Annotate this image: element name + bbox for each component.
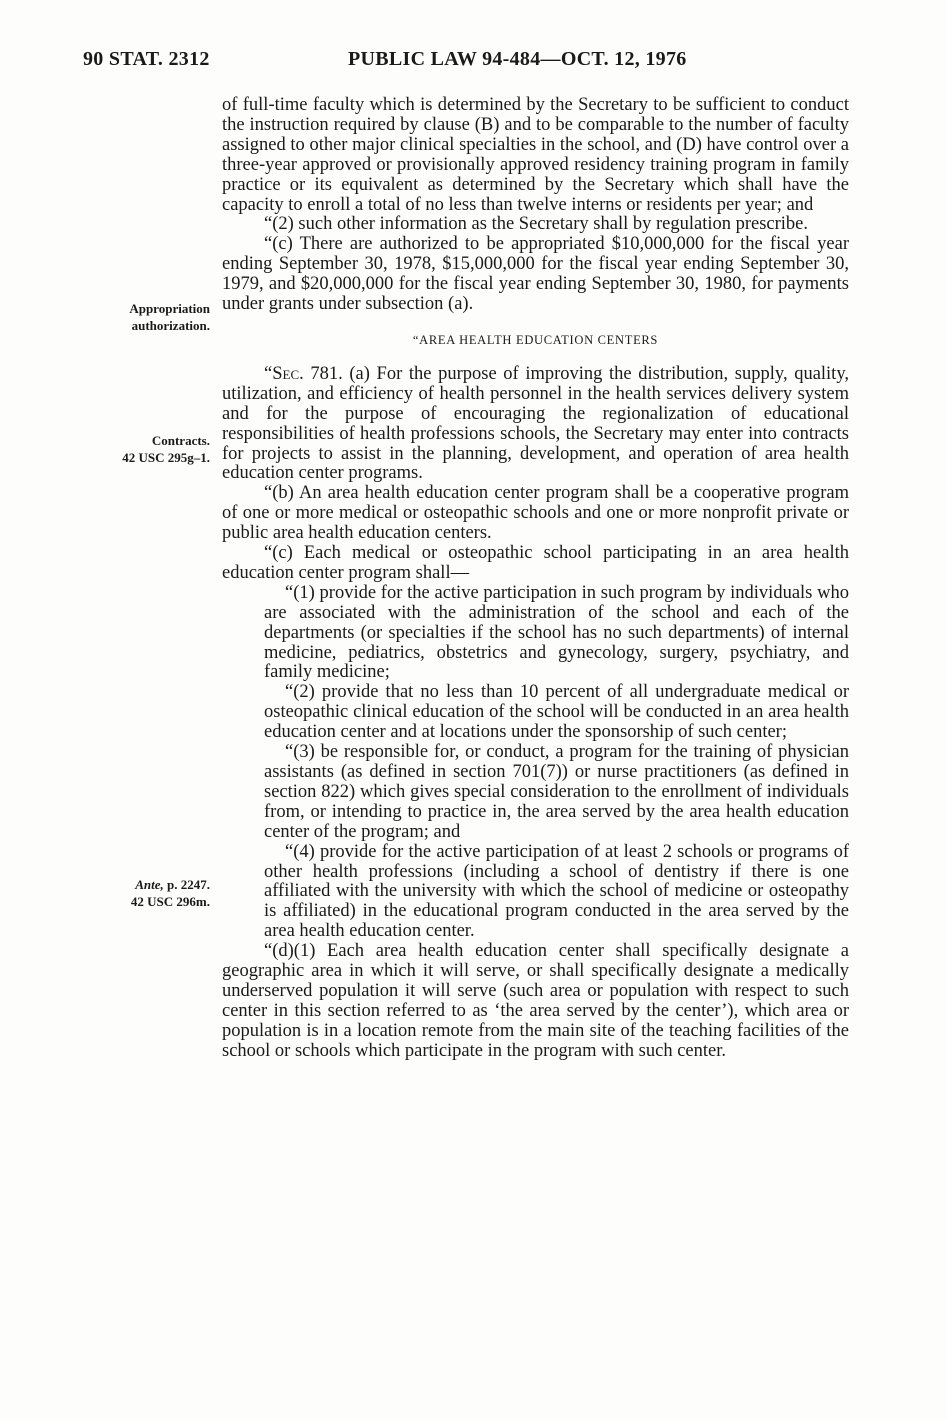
body-text — [222, 96, 849, 1062]
margin-note-contracts — [40, 432, 210, 466]
paragraph-c-appropriations: “(c) There are authorized to be appropriated $10,000,000 for the fiscal year ending September 30, 1978, $15,000,000 for the fiscal year ending September 30, 1979, and $20,000,000 for the fiscal year ending September 30, 1980, for payments under grants under subsection (a). — [222, 234, 849, 315]
section-heading: “AREA HEALTH EDUCATION CENTERS — [412, 332, 659, 347]
paragraph-781-c: “(c) Each medical or osteopathic school participating in an area health education center program shall— — [222, 543, 849, 583]
margin-note-appropriation — [40, 300, 210, 334]
statute-page-number: 90 STAT. 2312 — [83, 48, 210, 70]
margin-note-ante — [40, 876, 210, 910]
paragraph-781-b: “(b) An area health education center program shall be a cooperative program of one or more medical or osteopathic schools and one or more nonprofit private or public area health education centers. — [222, 483, 849, 544]
margin-note-line — [40, 876, 210, 893]
margin-note-line: Contracts. — [151, 433, 210, 448]
section-781-a-text: (a) For the purpose of improving the distribution, supply, quality, utilization, and efficiency of health personnel in the health services delivery system and for the purpose of encouraging the regionalization of educational responsibilities of health professions schools, the Secretary may enter into contracts for projects to assist in the planning, development, and operation of area health education center programs. — [222, 363, 849, 484]
paragraph-781-c-items — [264, 584, 849, 942]
list-item-1: “(1) provide for the active participation in such program by individuals who are associated with the administration of the school and each of the departments (or specialties if the school has no such departments) of internal medicine, pediatrics, obstetrics and gynecology, surgery, psychiatry, and family medicine; — [264, 582, 849, 683]
margin-note-line: Appropriation — [129, 301, 210, 316]
section-781-a — [222, 365, 849, 484]
running-header-law: PUBLIC LAW 94-484—OCT. 12, 1976 — [348, 48, 687, 70]
list-item-2: “(2) provide that no less than 10 percent of all undergraduate medical or osteopathic clinical education of the school will be conducted in an area health education center and at locations under the sponsorship of such center; — [264, 682, 849, 743]
paragraph-b2: “(2) such other information as the Secretary shall by regulation prescribe. — [264, 214, 809, 235]
margin-note-page-ref: p. 2247. — [163, 877, 210, 892]
margin-note-citation: 42 USC 296m. — [130, 894, 210, 909]
paragraph-781-d1: “(d)(1) Each area health education center shall specifically designate a geographic area in which it will serve, or shall specifically designate a medically underserved population it will serve (such area or population with respect to such center in this section referred to as ‘the area served by the center’), which area or population is in a location remote from the main site of the teaching facilities of the school or schools which participate in the program with such center. — [222, 941, 849, 1061]
paragraph-continued: of full-time faculty which is determined by the Secretary to be sufficient to conduct the instruction required by clause (B) and to be comparable to the number of faculty assigned to other major clinical specialties in the school, and (D) have control over a three-year approved or provisionally approved residency training program in family practice or its equivalent as determined by the Secretary which shall have the capacity to enroll a total of no less than twelve interns or residents per year; and — [222, 95, 849, 215]
list-item-4: “(4) provide for the active participation of at least 2 schools or programs of other health professions (including a school of dentistry if there is one affiliated with the university with which the school of medicine or osteopathy is affiliated) in the educational program conducted in the area served by the area health education center. — [264, 841, 849, 942]
margin-note-line: authorization. — [131, 318, 210, 333]
margin-note-citation: 42 USC 295g–1. — [122, 450, 210, 465]
margin-note-ante-word: Ante, — [135, 877, 164, 892]
list-item-3: “(3) be responsible for, or conduct, a program for the training of physician assistants (as defined in section 701(7)) or nurse practitioners (as defined in section 822) which gives special consideration to the enrollment of individuals from, or intending to practice in, the area served by the area health education center of the program; and — [264, 742, 849, 842]
section-label: “Sec. 781. — [264, 363, 343, 384]
